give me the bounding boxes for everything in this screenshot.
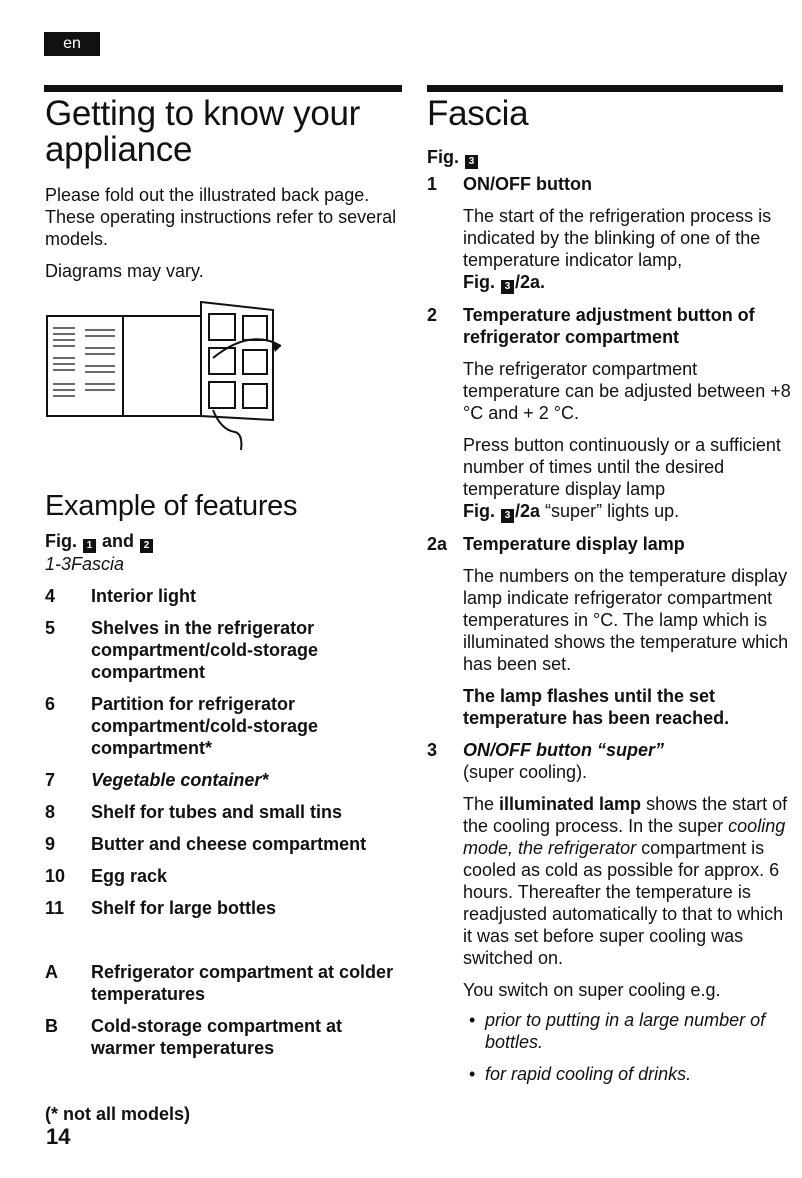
right-column [427,96,792,1085]
intro-paragraph: Please fold out the illustrated back page. These operating instructions refer to several models. [45,185,397,249]
page-number: 14 [46,1124,71,1149]
list-item: 9 Butter and cheese compartment [45,834,367,854]
page-title: Getting to know your appliance [45,94,360,169]
list-item: 11 Shelf for large bottles [45,898,277,918]
section-rule-right [427,85,783,92]
section-body: The start of the refrigeration process is indicated by the blinking of one of the temperature indicator lamp, [463,206,772,270]
figure-reference: Fig. 3 [427,146,792,169]
fascia-title: Fascia [427,94,529,133]
fascia-reference: 1-3Fascia [45,554,125,574]
list-item: A Refrigerator compartment at colder temperatures [45,962,394,1004]
left-column [45,96,405,1125]
footnote: (* not all models) [45,1104,191,1124]
section-body: Press button continuously or a sufficient number of times until the desired temperature display lamp [463,435,781,499]
section-body: The refrigerator compartment temperature can be adjusted between +8 °C and + 2 °C. [463,359,791,423]
section-body: The numbers on the temperature display lamp indicate refrigerator compartment temperatures in °C. The lamp which is illuminated shows the temperature which has been set. [463,566,789,674]
diagrams-note: Diagrams may vary. [45,261,204,281]
list-item: 10 Egg rack [45,866,168,886]
list-item: 4 Interior light [45,586,196,606]
figure-number-box: 2 [140,539,153,553]
section-note: The lamp flashes until the set temperature has been reached. [463,686,730,728]
section-heading: 2a Temperature display lamp [427,534,685,554]
list-item: 6 Partition for refrigerator compartment/cold-storage compartment* [45,694,319,758]
figure-reference: Fig. 3 /2a “super” lights up. [463,501,680,521]
bullet-list [427,1009,792,1085]
section-heading: 2 Temperature adjustment button of refrigerator compartment [427,305,755,347]
fold-out-illustration [45,300,305,460]
figure-number-box: 3 [465,155,478,169]
section-heading: 3 ON/OFF button “super” [427,740,664,760]
list-item: B Cold-storage compartment at warmer temperatures [45,1016,343,1058]
features-heading: Example of features [45,490,298,522]
bullet-item: • prior to putting in a large number of bottles. [463,1009,792,1053]
section-heading: 1 ON/OFF button [427,174,592,194]
bullet-item: • for rapid cooling of drinks. [463,1063,792,1085]
figure-number-box: 3 [501,509,514,523]
section-rule-left [44,85,402,92]
section-body: You switch on super cooling e.g. [463,980,721,1000]
language-tab: en [44,32,100,56]
list-item: 8 Shelf for tubes and small tins [45,802,343,822]
figure-reference: Fig. 3 /2a. [463,272,546,292]
list-item: 7 Vegetable container* [45,770,269,790]
figure-number-box: 3 [501,280,514,294]
figure-number-box: 1 [83,539,96,553]
figure-reference: Fig. 1 and 2 [45,530,405,553]
section-body: The illuminated lamp shows the start of the cooling process. In the super cooling mode, the refrigerator compartment is cooled as cold as possible for approx. 6 hours. Thereafter the temperature is readjusted automatically to that to which it was set before super cooling was switched on. [463,794,788,968]
section-subtitle: (super cooling). [463,762,588,782]
list-item: 5 Shelves in the refrigerator compartment/cold-storage compartment [45,618,319,682]
